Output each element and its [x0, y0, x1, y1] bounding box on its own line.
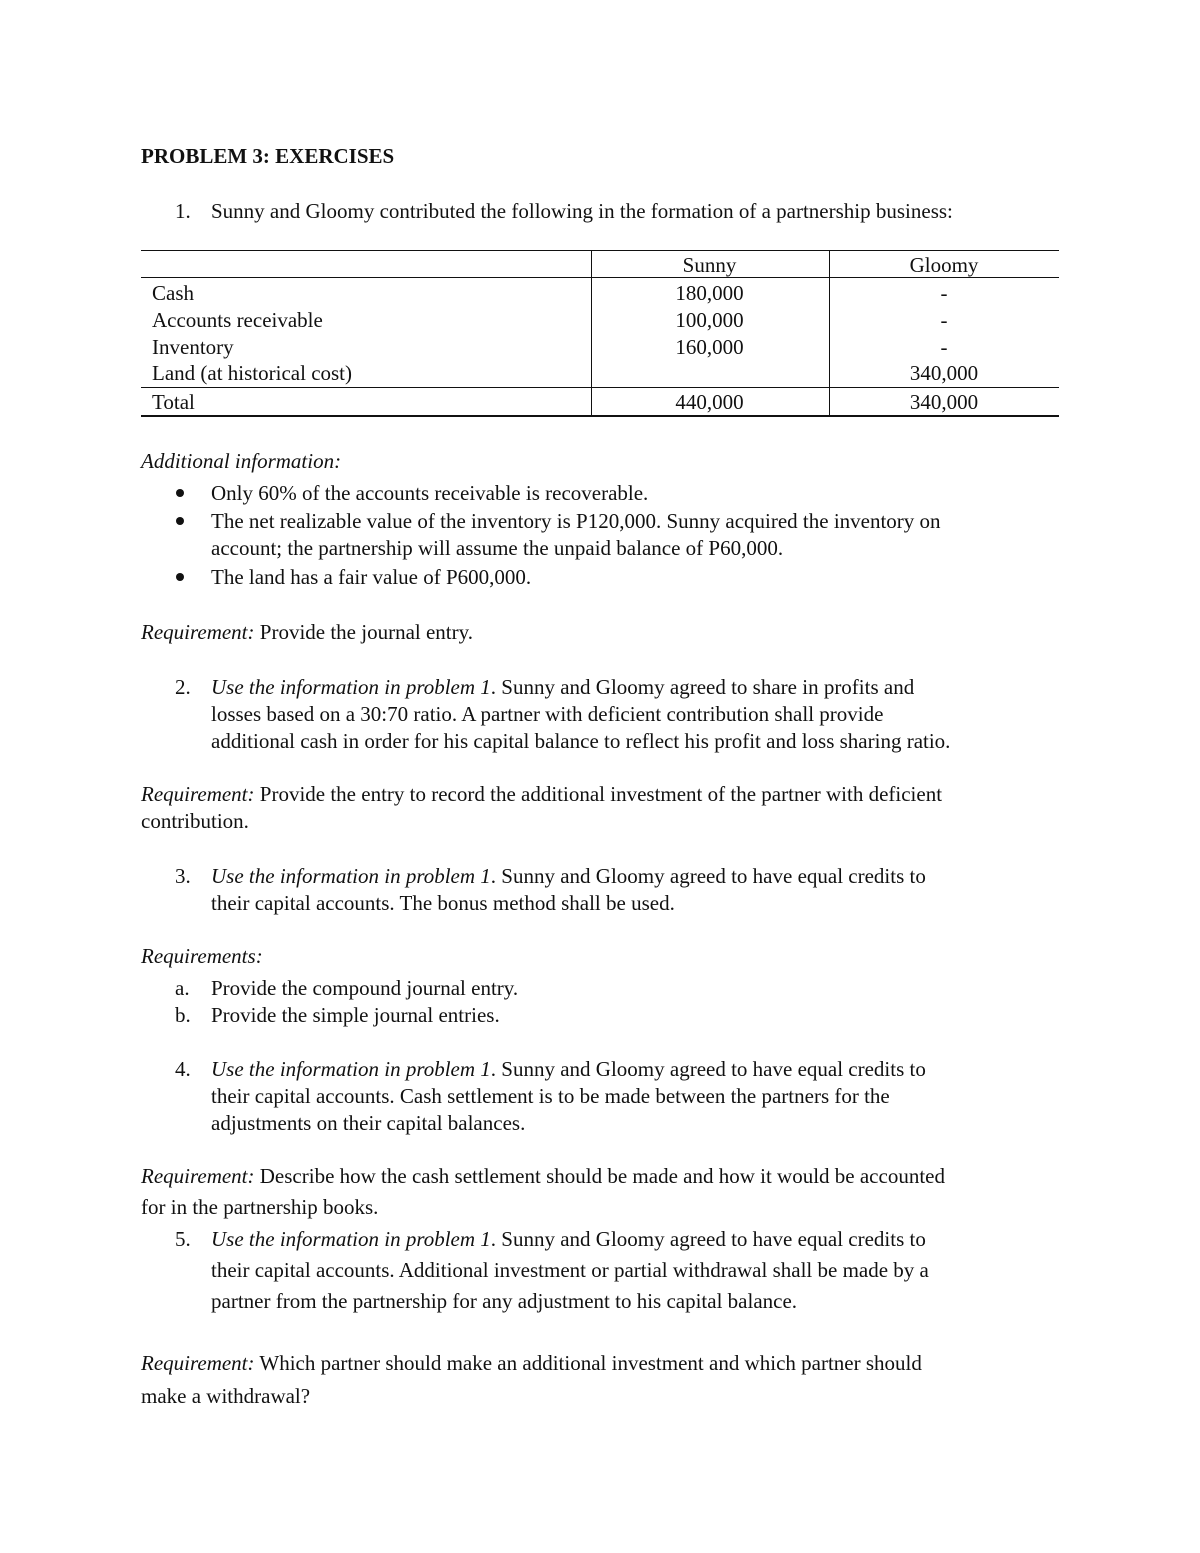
problem-2-line: [211, 675, 914, 700]
item-number-1: 1.: [175, 199, 191, 223]
problem-2-text: losses based on a 30:70 ratio. A partner with deficient contribution shall provide: [211, 702, 884, 726]
additional-info-heading: Additional information:: [141, 449, 342, 473]
requirement-text: Provide the entry to record the additional investment of the partner with deficient: [254, 782, 943, 806]
total-gloomy: 340,000: [909, 390, 979, 414]
problem-3-line: [211, 864, 926, 889]
inventory-gloomy: -: [940, 335, 948, 359]
table-top-border: [141, 250, 1059, 251]
item-number-2: 2.: [175, 675, 191, 699]
requirement-text: Which partner should make an additional investment and which partner should: [254, 1351, 922, 1375]
bullet-text: The land has a fair value of P600,000.: [211, 565, 532, 589]
contribution-table: [141, 250, 1059, 418]
bullet-icon: [176, 489, 184, 497]
problem-reference: Use the information in problem 1: [211, 675, 491, 699]
requirement-text: make a withdrawal?: [141, 1384, 311, 1408]
row-label-accounts-receivable: Accounts receivable: [152, 308, 323, 332]
problem-4-text: . Sunny and Gloomy agreed to have equal credits to: [490, 1057, 926, 1081]
problem-1-text: Sunny and Gloomy contributed the following in the formation of a partnership business:: [211, 199, 953, 223]
header-gloomy: Gloomy: [909, 253, 979, 277]
row-label-inventory: Inventory: [152, 335, 234, 359]
page-title: PROBLEM 3: EXERCISES: [141, 144, 395, 168]
inventory-sunny: 160,000: [675, 335, 744, 359]
header-sunny: Sunny: [682, 253, 737, 277]
problem-5-line: [211, 1227, 926, 1252]
problem-5-text: . Sunny and Gloomy agreed to have equal credits to: [490, 1227, 926, 1251]
requirement-2: [141, 782, 942, 807]
bullet-icon: [176, 517, 184, 525]
problem-reference: Use the information in problem 1: [211, 1227, 491, 1251]
item-number-4: 4.: [175, 1057, 191, 1081]
problem-4-text: adjustments on their capital balances.: [211, 1111, 526, 1135]
problem-2-text: additional cash in order for his capital balance to reflect his profit and loss sharing ratio.: [211, 729, 951, 753]
problem-3-text: their capital accounts. The bonus method shall be used.: [211, 891, 675, 915]
problem-5-text: their capital accounts. Additional investment or partial withdrawal shall be made by a: [211, 1258, 929, 1282]
requirement-4: [141, 1164, 945, 1189]
requirement-label: Requirement:: [141, 782, 255, 806]
cash-gloomy: -: [940, 281, 948, 305]
problem-4-text: their capital accounts. Cash settlement is to be made between the partners for the: [211, 1084, 890, 1108]
requirement-1: [141, 620, 473, 645]
bullet-text-continued: account; the partnership will assume the unpaid balance of P60,000.: [211, 536, 784, 560]
requirement-label: Requirement:: [141, 1164, 255, 1188]
bullet-text: Only 60% of the accounts receivable is recoverable.: [211, 481, 649, 505]
requirement-text: Provide the journal entry.: [254, 620, 474, 644]
requirements-label: Requirements:: [141, 944, 263, 968]
requirement-label: Requirement:: [141, 620, 255, 644]
ar-sunny: 100,000: [675, 308, 744, 332]
bullet-icon: [176, 573, 184, 581]
requirement-label: Requirement:: [141, 1351, 255, 1375]
sub-item-text: Provide the simple journal entries.: [211, 1003, 500, 1027]
bullet-text: The net realizable value of the inventory is P120,000. Sunny acquired the inventory on: [211, 509, 941, 533]
sub-item-letter: b.: [175, 1003, 191, 1027]
problem-reference: Use the information in problem 1: [211, 1057, 491, 1081]
requirement-5: [141, 1351, 922, 1376]
row-label-cash: Cash: [152, 281, 194, 305]
item-number-3: 3.: [175, 864, 191, 888]
table-total-border: [141, 387, 1059, 388]
sub-item-text: Provide the compound journal entry.: [211, 976, 519, 1000]
problem-3-text: . Sunny and Gloomy agreed to have equal credits to: [490, 864, 926, 888]
requirement-text: contribution.: [141, 809, 249, 833]
cash-sunny: 180,000: [675, 281, 744, 305]
item-number-5: 5.: [175, 1227, 191, 1251]
problem-5-text: partner from the partnership for any adjustment to his capital balance.: [211, 1289, 798, 1313]
sub-item-letter: a.: [175, 976, 190, 1000]
land-gloomy: 340,000: [909, 361, 979, 385]
requirement-text: Describe how the cash settlement should be made and how it would be accounted: [254, 1164, 945, 1188]
problem-reference: Use the information in problem 1: [211, 864, 491, 888]
problem-4-line: [211, 1057, 926, 1082]
total-sunny: 440,000: [675, 390, 744, 414]
problem-2-text: . Sunny and Gloomy agreed to share in profits and: [490, 675, 915, 699]
row-label-total: Total: [152, 390, 195, 414]
table-bottom-border: [141, 415, 1059, 417]
requirement-text: for in the partnership books.: [141, 1195, 379, 1219]
row-label-land: Land (at historical cost): [152, 361, 353, 385]
ar-gloomy: -: [940, 308, 948, 332]
